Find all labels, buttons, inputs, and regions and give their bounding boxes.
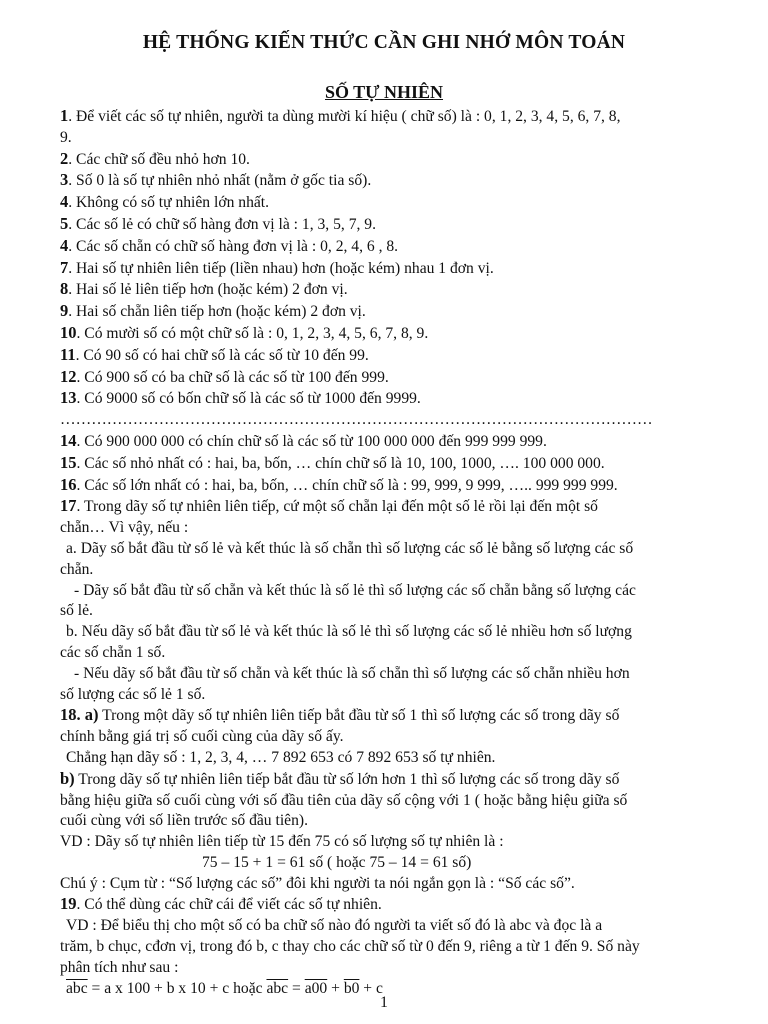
item-19-example-line2: trăm, b chục, cđơn vị, trong đó b, c thay cho các chữ số từ 0 đến 9, riêng a từ 1 đến 9. Số này [60,938,640,956]
formula-text: + c [359,979,383,997]
item-17a-line1: a. Dãy số bắt đầu từ số lẻ và kết thúc là số chẵn thì số lượng các số lẻ bằng số lượng các số [66,539,634,557]
item-text: Trong một dãy số tự nhiên liên tiếp bắt đầu từ số 1 thì số lượng các số trong dãy số [98,707,620,725]
item-number: 3 [60,170,69,190]
item-19 [60,894,720,916]
item-4b [60,236,720,258]
item-12 [60,367,720,389]
section-title: SỐ TỰ NHIÊN [324,82,444,102]
item-18b-line3: cuối cùng với số liền trước số đầu tiên). [60,812,308,830]
item-10 [60,323,720,345]
item-text: . Các số lẻ có chữ số hàng đơn vị là : 1, 3, 5, 7, 9. [68,215,376,233]
item-17a-line4: số lẻ. [60,602,93,620]
item-number: 4 [60,235,69,255]
item-11 [60,345,720,367]
item-number: 16 [60,474,77,494]
item-number: 11 [60,344,76,364]
item-number: 13 [60,388,77,408]
item-number: 18. a) [60,705,99,725]
item-15 [60,453,720,475]
item-1-line2: 9. [60,128,72,146]
item-number: 14 [60,430,77,450]
item-18-note: Chú ý : Cụm từ : “Số lượng các số” đôi khi người ta nói ngắn gọn là : “Số các số”. [60,874,575,892]
item-text: . Các số chẵn có chữ số hàng đơn vị là : 0, 2, 4, 6 , 8. [68,237,399,255]
item-19-example-line1: VD : Để biểu thị cho một số có ba chữ số nào đó người ta viết số đó là abc và đọc là a [66,917,603,935]
item-text: . Có 900 000 000 có chín chữ số là các số từ 100 000 000 đến 999 999 999. [76,432,547,450]
item-text: . Hai số chẵn liên tiếp hơn (hoặc kém) 2 đơn vị. [68,303,366,321]
item-number: 9 [60,301,69,321]
formula-text: + [327,979,344,997]
item-18-example-calc: 75 – 15 + 1 = 61 số ( hoặc 75 – 14 = 61 số) [202,853,472,871]
item-text: . Hai số tự nhiên liên tiếp (liền nhau) hơn (hoặc kém) nhau 1 đơn vị. [68,259,494,277]
item-number: 12 [60,366,77,386]
item-4a [60,192,720,214]
formula-b0: b0 [343,979,360,997]
item-number: 15 [60,452,77,472]
item-text: . Có mười số có một chữ số là : 0, 1, 2, 3, 4, 5, 6, 7, 8, 9. [76,324,429,342]
item-text: . Các số nhỏ nhất có : hai, ba, bốn, … chín chữ số là 10, 100, 1000, …. 100 000 000. [76,454,605,472]
item-number: 8 [60,279,69,299]
dotted-separator: …………………………………………………………………………………………………… [60,411,653,429]
item-18a-example: Chẳng hạn dãy số : 1, 2, 3, 4, … 7 892 653 có 7 892 653 số tự nhiên. [66,748,496,766]
item-14 [60,431,720,453]
page-number: 1 [380,994,388,1011]
document-body [60,106,720,999]
item-1-line1 [60,106,720,128]
item-18b-line1 [60,769,720,791]
item-17b-line1: b. Nếu dãy số bắt đầu từ số lẻ và kết thúc là số lẻ thì số lượng các số lẻ nhiều hơn số lượng [66,623,632,641]
item-17b-line2: các số chẵn 1 số. [60,643,166,661]
item-number: 4 [60,192,69,212]
item-7 [60,258,720,280]
item-text: . Trong dãy số tự nhiên liên tiếp, cứ một số chẵn lại đến một số lẻ rồi lại đến một số [76,498,598,516]
item-number: 5 [60,213,69,233]
item-18b-line2: bằng hiệu giữa số cuối cùng với số đầu tiên của dãy số cộng với 1 ( hoặc bằng hiệu giữa số [60,791,628,809]
item-17-line2: chẵn… Vì vậy, nếu : [60,519,189,537]
formula-abc: $\overline{abc}$ [66,979,88,997]
item-number: 17 [60,496,77,516]
item-text: . Có 90 số có hai chữ số là các số từ 10 đến 99. [75,346,369,364]
item-label: b) [60,768,75,788]
item-17a-line3: - Dãy số bắt đầu từ số chẵn và kết thúc là số lẻ thì số lượng các số chẵn bằng số lượng các [74,581,636,599]
item-9 [60,301,720,323]
document-title: HỆ THỐNG KIẾN THỨC CẦN GHI NHỚ MÔN TOÁN [142,32,626,53]
item-text: . Không có số tự nhiên lớn nhất. [68,194,270,212]
item-19-example-line3: phân tích như sau : [60,958,179,976]
item-18-example-line1: VD : Dãy số tự nhiên liên tiếp từ 15 đến 75 có số lượng số tự nhiên là : [60,833,504,851]
item-number: 19 [60,894,77,914]
item-text: . Có 9000 số có bốn chữ số là các số từ 1000 đến 9999. [76,390,421,408]
item-number: 1 [60,106,69,125]
item-5 [60,214,720,236]
item-18a-line2: chính bằng giá trị số cuối cùng của dãy số ấy. [60,728,344,746]
item-text: . Để viết các số tự nhiên, người ta dùng mười kí hiệu ( chữ số) là : 0, 1, 2, 3, 4, 5, 6, 7, 8, [68,108,621,125]
item-text: . Có 900 số có ba chữ số là các số từ 100 đến 999. [76,368,389,386]
item-8 [60,279,720,301]
item-number: 2 [60,148,69,168]
item-text: Trong dãy số tự nhiên liên tiếp bắt đầu từ số lớn hơn 1 thì số lượng các số trong dãy số [74,770,620,788]
item-text: . Các số lớn nhất có : hai, ba, bốn, … chín chữ số là : 99, 999, 9 999, ….. 999 999 999. [76,476,618,494]
formula-a00: a00 [304,979,328,997]
item-17b-line3: - Nếu dãy số bắt đầu từ số chẵn và kết thúc là số chẵn thì số lượng các số chẵn nhiều hơn [74,664,630,682]
item-text: . Hai số lẻ liên tiếp hơn (hoặc kém) 2 đơn vị. [68,281,348,299]
item-17b-line4: số lượng các số lẻ 1 số. [60,685,206,703]
item-17-line1 [60,496,720,518]
formula-abc: $\overline{abc}$ [266,979,289,997]
item-text: . Có thể dùng các chữ cái để viết các số tự nhiên. [76,896,382,914]
formula-text: = [288,979,305,997]
item-17a-line2: chẵn. [60,560,94,578]
item-number: 10 [60,322,77,342]
item-16 [60,475,720,497]
item-2 [60,149,720,171]
item-text: . Các chữ số đều nhỏ hơn 10. [68,150,250,168]
item-3 [60,170,720,192]
item-18a-line1 [60,705,720,727]
item-text: . Số 0 là số tự nhiên nhỏ nhất (nằm ở gốc tia số). [68,172,372,190]
formula-text: = a x 100 + b x 10 + c hoặc [87,979,267,997]
item-number: 7 [60,257,69,277]
item-13 [60,388,720,410]
